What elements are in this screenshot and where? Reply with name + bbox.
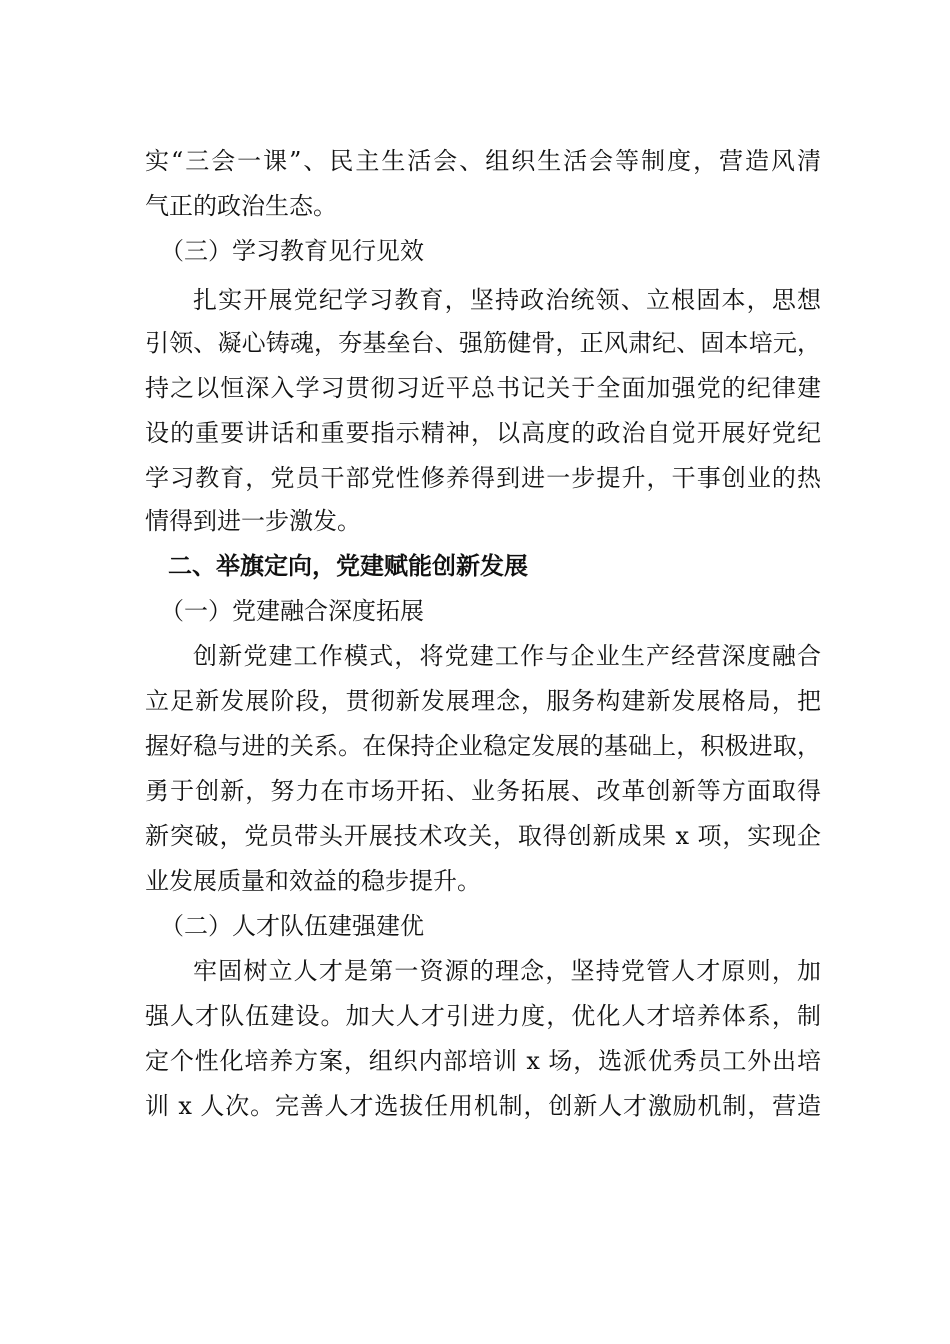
paragraph-line: 引领、凝心铸魂，夯基垒台、强筋健骨，正风肃纪、固本培元，	[145, 329, 821, 357]
paragraph-line: 握好稳与进的关系。在保持企业稳定发展的基础上，积极进取，	[145, 732, 821, 760]
paragraph-line: 设的重要讲话和重要指示精神，以高度的政治自觉开展好党纪	[145, 419, 821, 447]
paragraph-line: 扎实开展党纪学习教育，坚持政治统领、立根固本，思想	[193, 286, 821, 314]
section-heading: 二、举旗定向，党建赋能创新发展	[168, 552, 528, 580]
paragraph-line: 持之以恒深入学习贯彻习近平总书记关于全面加强党的纪律建	[145, 374, 821, 402]
paragraph-line: 训 x 人次。完善人才选拔任用机制，创新人才激励机制，营造	[145, 1092, 821, 1120]
paragraph-line: 实“三会一课”、民主生活会、组织生活会等制度，营造风清	[145, 147, 821, 175]
paragraph-line: 学习教育，党员干部党性修养得到进一步提升，干事创业的热	[145, 464, 821, 492]
paragraph-line: 定个性化培养方案，组织内部培训 x 场，选派优秀员工外出培	[145, 1047, 821, 1075]
subsection-heading: （三）学习教育见行见效	[160, 237, 424, 265]
paragraph-line: 新突破，党员带头开展技术攻关，取得创新成果 x 项，实现企	[145, 822, 821, 850]
paragraph-line: 强人才队伍建设。加大人才引进力度，优化人才培养体系，制	[145, 1002, 821, 1030]
paragraph-line: 创新党建工作模式，将党建工作与企业生产经营深度融合	[193, 642, 821, 670]
paragraph-line: 业发展质量和效益的稳步提升。	[145, 867, 481, 895]
paragraph-line: 勇于创新，努力在市场开拓、业务拓展、改革创新等方面取得	[145, 777, 821, 805]
paragraph-line: 情得到进一步激发。	[145, 507, 361, 535]
subsection-heading: （二）人才队伍建强建优	[160, 912, 424, 940]
subsection-heading: （一）党建融合深度拓展	[160, 597, 424, 625]
paragraph-line: 牢固树立人才是第一资源的理念，坚持党管人才原则，加	[193, 957, 821, 985]
paragraph-line: 气正的政治生态。	[145, 192, 337, 220]
paragraph-line: 立足新发展阶段，贯彻新发展理念，服务构建新发展格局，把	[145, 687, 821, 715]
